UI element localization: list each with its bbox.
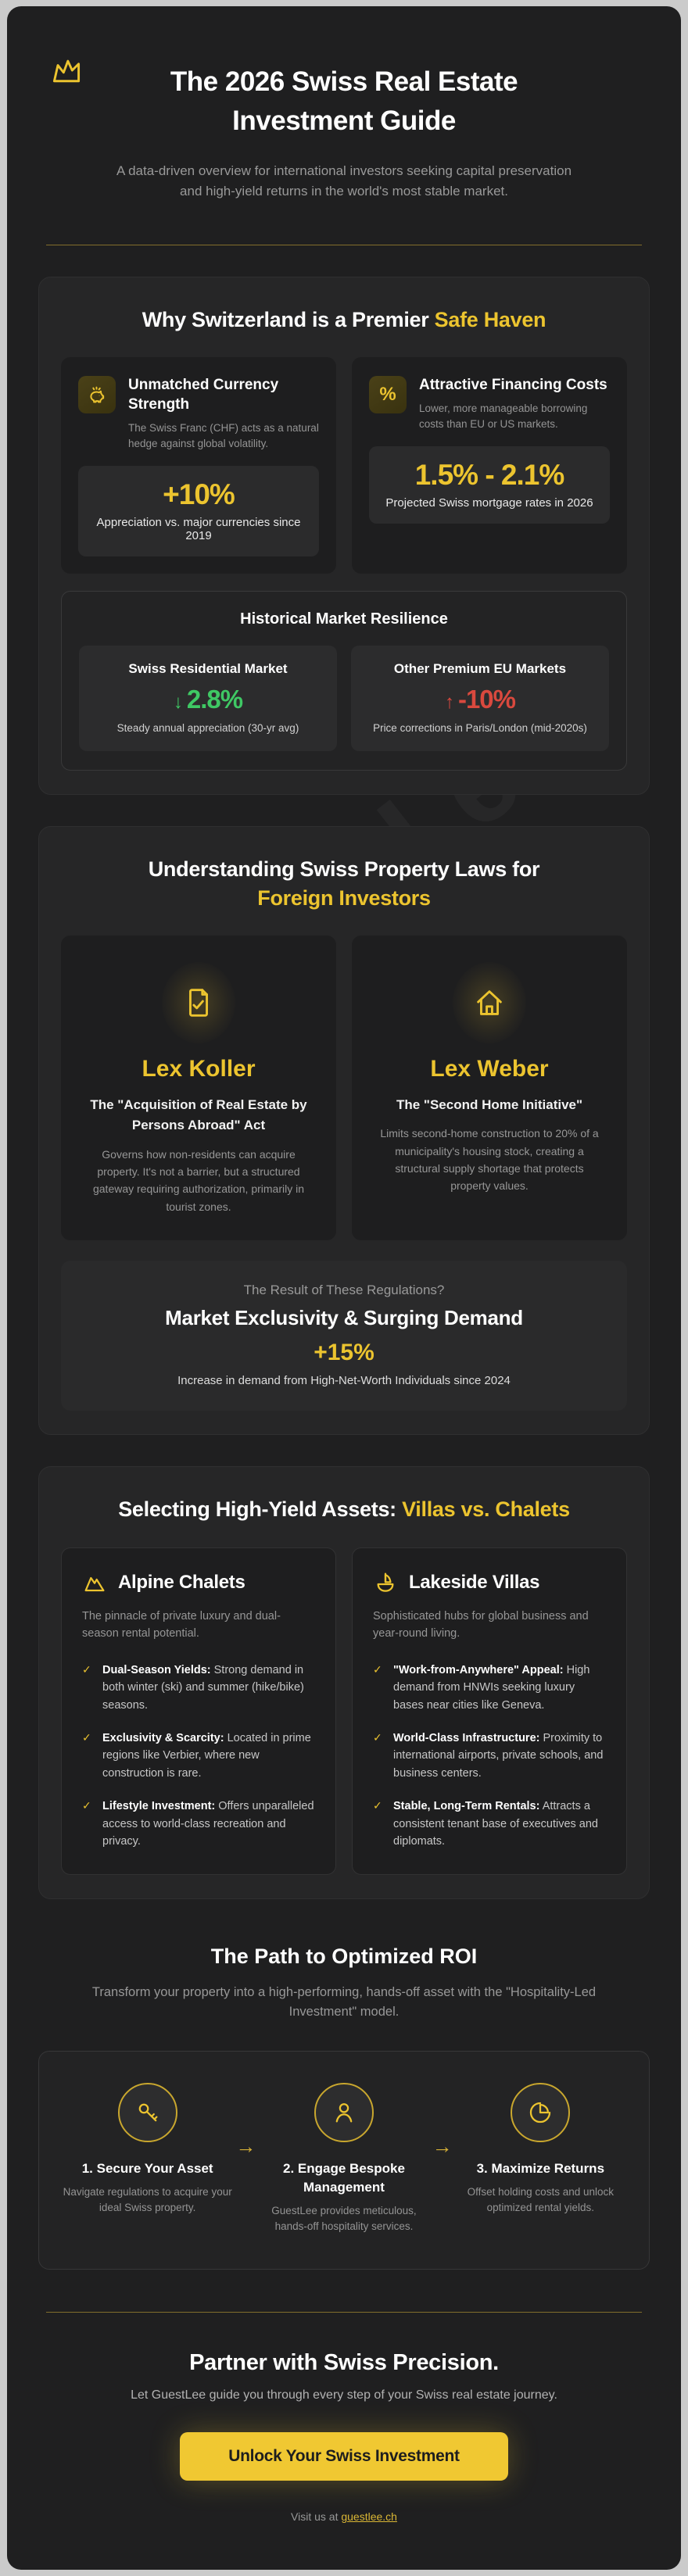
resilience-title: Historical Market Resilience [240,610,448,628]
page-subtitle: A data-driven overview for international investors seeking capital preservation and high-yield returns in the world's most stable market. [116,163,572,199]
card-desc: Lower, more manageable borrowing costs than EU or US markets. [419,402,588,431]
stat-box-currency [78,466,319,556]
resilience-eu-box: Other Premium EU Markets ↑ -10% Price corrections in Paris/London (mid-2020s) [351,646,609,751]
pie-chart-icon [511,2083,570,2142]
roi-heading: The Path to Optimized ROI [210,1944,478,1968]
law-subtitle: The "Second Home Initiative" [396,1097,583,1112]
percent-icon: % [369,376,407,413]
demand-stat: +15% [314,1340,374,1366]
resilience-panel [61,591,627,771]
laws-heading: Understanding Swiss Property Laws for Foreign Investors [148,857,540,910]
law-subtitle: The "Acquisition of Real Estate by Persons Abroad" Act [90,1097,307,1133]
resilience-eu-value: ↑ -10% [444,685,516,714]
asset-cards [61,1547,627,1875]
step-engage-management: 2. Engage Bespoke Management GuestLee provides meticulous, hands-off hospitality services. [256,2083,432,2234]
infographic-page [7,6,681,2570]
bullet-item: ✓ Lifestyle Investment: Offers unparalleled access to world-class recreation and privacy. [82,1798,315,1850]
section-assets [38,1466,650,1899]
card-financing-costs [352,357,627,574]
page-title: The 2026 Swiss Real Estate Investment Guide [170,66,518,137]
law-title: Lex Weber [430,1055,549,1082]
stat-caption: Projected Swiss mortgage rates in 2026 [385,496,593,510]
check-icon: ✓ [82,1799,91,1812]
card-lakeside-villas: Lakeside Villas Sophisticated hubs for global business and year-round living. ✓ "Work-from-Anywhere" Appeal: High demand from HNWIs seeking luxury bases near cities like Geneva. ✓ World-Class Infrastructure: Proximity to international airports, private schools, and business centers. ✓ Stable, Long-Term Rentals: Attracts a consistent tenant base of executives and diplomats. [352,1547,627,1875]
footer-heading: Partner with Swiss Precision. [189,2350,499,2376]
safe-haven-heading: Why Switzerland is a Premier Safe Haven [142,307,546,331]
law-title: Lex Koller [142,1055,256,1082]
regulation-result-box: The Result of These Regulations? Market Exclusivity & Surging Demand +15% Increase in demand from High-Net-Worth Individuals since 2024 [61,1261,627,1411]
check-icon: ✓ [373,1799,382,1812]
arrow-right-icon: → [432,2134,453,2159]
person-icon [314,2083,374,2142]
house-icon [453,962,526,1043]
arrow-down-icon: ↓ [173,692,182,714]
bullet-item: ✓ Dual-Season Yields: Strong demand in both winter (ski) and summer (hike/bike) seasons. [82,1662,315,1714]
roi-subtitle: Transform your property into a high-performing, hands-off asset with the "Hospitality-Led Investment" model. [91,1984,597,2019]
stat-box-mortgage [369,446,610,524]
document-check-icon [162,962,235,1043]
mountain-icon [82,1570,107,1595]
law-cards [61,936,627,1240]
resilience-swiss-box: Swiss Residential Market ↓ 2.8% Steady annual appreciation (30-yr avg) [79,646,337,751]
header [7,6,681,245]
visit-line: Visit us at guestlee.ch [291,2510,397,2524]
arrow-right-icon: → [235,2134,256,2159]
bullet-item: ✓ Stable, Long-Term Rentals: Attracts a consistent tenant base of executives and diplomats. [373,1798,606,1850]
roi-steps [38,2051,650,2270]
piggy-bank-icon [78,376,116,413]
safe-haven-cards [61,357,627,574]
card-desc: The Swiss Franc (CHF) acts as a natural hedge against global volatility. [128,421,319,449]
sailboat-icon [373,1570,398,1595]
guestlee-link[interactable]: guestlee.ch [341,2510,397,2524]
card-currency-strength [61,357,336,574]
law-desc: Limits second-home construction to 20% of a municipality's housing stock, creating a structural supply shortage that protects property values. [380,1127,599,1193]
check-icon: ✓ [373,1662,382,1676]
stat-value: 1.5% - 2.1% [414,459,564,492]
footer-subtitle: Let GuestLee guide you through every step of your Swiss real estate journey. [131,2388,557,2402]
card-alpine-chalets: Alpine Chalets The pinnacle of private luxury and dual-season rental potential. ✓ Dual-Season Yields: Strong demand in both winter (ski) and summer (hike/bike) seasons. ✓ Exclusivity & Scarcity: Located in prime regions like Verbier, where new construction is rare. ✓ Lifestyle Investment: Offers unparalleled access to world-class recreation and privacy. [61,1547,336,1875]
key-icon [118,2083,177,2142]
check-icon: ✓ [82,1731,91,1744]
card-title: Unmatched Currency Strength [128,377,279,413]
assets-heading: Selecting High-Yield Assets: Villas vs. Chalets [118,1497,570,1522]
bullet-item: ✓ Exclusivity & Scarcity: Located in prime regions like Verbier, where new construction is rare. [82,1730,315,1782]
unlock-investment-button[interactable]: Unlock Your Swiss Investment [180,2432,507,2481]
bottom-divider [46,2312,642,2313]
bullet-item: ✓ "Work-from-Anywhere" Appeal: High demand from HNWIs seeking luxury bases near cities like Geneva. [373,1662,606,1714]
card-title: Attractive Financing Costs [419,377,607,394]
arrow-up-icon: ↑ [444,692,453,714]
section-roi [7,1945,681,2313]
section-safe-haven [38,277,650,795]
resilience-swiss-value: ↓ 2.8% [173,685,243,714]
stat-value: +10% [163,478,235,511]
step-maximize-returns: 3. Maximize Returns Offset holding costs and unlock optimized rental yields. [453,2083,629,2216]
footer [7,2350,681,2570]
stat-caption: Appreciation vs. major currencies since 2019 [96,516,301,543]
check-icon: ✓ [82,1662,91,1676]
law-desc: Governs how non-residents can acquire property. It's not a barrier, but a structured gateway requiring authorization, primarily in tourist zones. [92,1147,305,1213]
bullet-item: ✓ World-Class Infrastructure: Proximity to international airports, private schools, and business centers. [373,1730,606,1782]
check-icon: ✓ [373,1731,382,1744]
card-lex-weber [352,936,627,1240]
card-lex-koller [61,936,336,1240]
crown-logo-icon [49,53,84,88]
section-property-laws [38,826,650,1435]
step-secure-asset: 1. Secure Your Asset Navigate regulations to acquire your ideal Swiss property. [59,2083,235,2216]
